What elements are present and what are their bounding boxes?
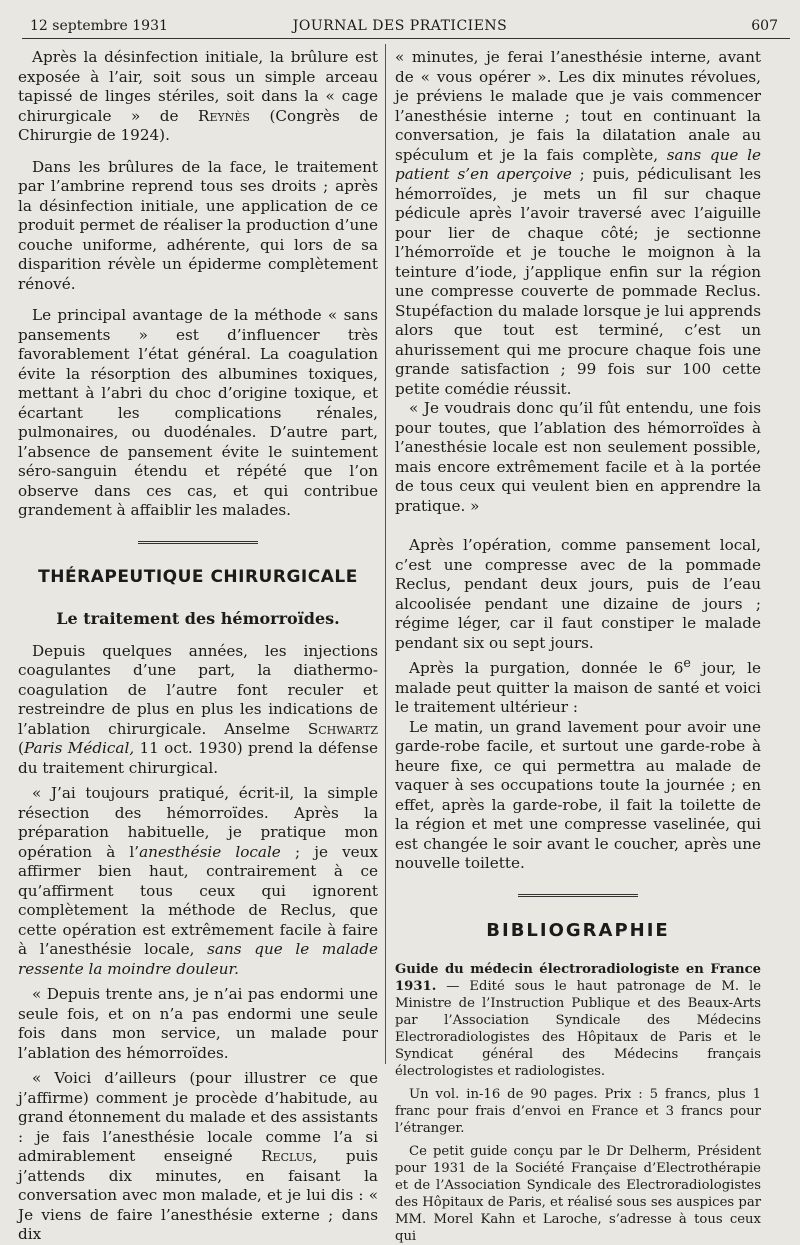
- right-column: [395, 48, 761, 1245]
- paragraph: Après la désinfection initiale, la brûlure est exposée à l’air, soit sous un simple arceau tapissé de linges stériles, soit dans la « cage chirurgicale » de Reynès (Congrès de Chirurgie de 1924).: [18, 48, 378, 144]
- section-title: THÉRAPEUTIQUE CHIRURGICALE: [38, 566, 358, 587]
- paragraph: « J’ai toujours pratiqué, écrit-il, la simple résection des hémorroïdes. Après la préparation habituelle, je pratique mon opération à l’anesthésie locale ; je veux affirmer bien haut, contrairement à ce qu’affirment tous ceux qui ignorent complètement la méthode de Reclus, que cette opération est extrêmement facile à faire à l’anesthésie locale, sans que le malade ressente la moindre douleur.: [18, 784, 379, 978]
- bibliography-title: BIBLIOGRAPHIE: [486, 919, 670, 941]
- article-title: Le traitement des hémorroïdes.: [56, 608, 340, 628]
- paragraph: « Voici d’ailleurs (pour illustrer ce que j’affirme) comment je procède d’habitude, au grand étonnement du malade et des assistants : je fais l’anesthésie locale comme l’a si admirablement enseigné Reclus, puis j’attends dix minutes, en faisant la conversation avec mon malade, et je lui dis : « Je viens de faire l’anesthésie externe ; dans dix: [18, 1069, 379, 1243]
- journal-title: JOURNAL DES PRATICIENS: [292, 18, 508, 34]
- paragraph: Le principal avantage de la méthode « sans pansements » est d’influencer très favorablement l’état général. La coagulation évite la résorption des albumines toxiques, mettant à l’abri du choc d’origine toxique, et écartant les complications rénales, pulmonaires, ou duodénales. D’autre part, l’absence de pansement évite le suintement séro-sanguin étendu et répété que l’on observe dans ces cas, et qui contribue grandement à affaiblir les malades.: [18, 306, 378, 519]
- bibliography-details: Un vol. in-16 de 90 pages. Prix : 5 francs, plus 1 franc pour frais d’envoi en France et 3 francs pour l’étranger.: [395, 1086, 761, 1136]
- bibliography-entry: Guide du médecin électroradiologiste en France 1931. — Edité sous le haut patronage de M. le Ministre de l’Instruction Publique et des Beaux-Arts par l’Association Syndicale des Médecins Electroradiologistes des Hôpitaux de Paris et le Syndicat général des Médecins français électrologistes et radiologistes.: [395, 961, 761, 1079]
- paragraph: « Depuis trente ans, je n’ai pas endormi une seule fois, et on n’a pas endormi une seule fois dans mon service, un malade pour l’ablation des hémorroïdes.: [18, 985, 378, 1062]
- column-divider: [385, 44, 386, 1064]
- bibliography: [395, 961, 761, 1245]
- page-header: [22, 16, 778, 40]
- header-rule: [22, 38, 790, 39]
- paragraph: « Je voudrais donc qu’il fût entendu, une fois pour toutes, que l’ablation des hémorroïdes à l’anesthésie locale est non seulement possible, mais encore extrêmement facile et à la portée de tous ceux qui veulent bien en apprendre la pratique. »: [395, 399, 761, 515]
- bibliography-description: Ce petit guide conçu par le Dr Delherm, Président pour 1931 de la Société Française d’Electrothérapie et de l’Association Syndicale des Electroradiologistes des Hôpitaux de Paris, et réalisé sous ses auspices par MM. Morel Kahn et Laroche, s’adresse à tous ceux qui: [395, 1143, 761, 1244]
- header-date: 12 septembre 1931: [30, 18, 168, 34]
- paragraph: « minutes, je ferai l’anesthésie interne, avant de « vous opérer ». Les dix minutes révolues, je préviens le malade que je vais commencer l’anesthésie interne ; tout en continuant la conversation, je fais la dilatation anale au spéculum et je la fais complète, sans que le patient s’en aperçoive ; puis, pédiculisant les hémorroïdes, je mets un fil sur chaque pédicule après l’avoir traversé avec l’aiguille pour lier de chaque côté; je sectionne l’hémorroïde et je touche le moignon à la teinture d’iode, j’applique enfin sur la région une compresse couverte de pommade Reclus. Stupéfaction du malade lorsque je lui apprends alors que tout est terminé, c’est un ahurissement qui me procure chaque fois une grande satisfaction ; 99 fois sur 100 cette petite comédie réussit.: [395, 48, 761, 398]
- paragraph: Dans les brûlures de la face, le traitement par l’ambrine reprend tous ses droits ; après la désinfection initiale, une application de ce produit permet de réaliser la production d’une couche uniforme, adhérente, qui lors de sa disparition révèle un épiderme complètement rénové.: [18, 157, 378, 293]
- page-number: 607: [751, 18, 778, 34]
- paragraph: Le matin, un grand lavement pour avoir une garde-robe facile, et surtout une garde-robe à heure fixe, ce qui permettra au malade de vaquer à ses occupations toute la journée ; en effet, après la garde-robe, il fait la toilette de la région et met une compresse vaselinée, qui est changée le soir avant le coucher, après une nouvelle toilette.: [395, 717, 761, 873]
- left-column: [18, 48, 378, 1245]
- paragraph: Après l’opération, comme pansement local, c’est une compresse avec de la pommade Reclus, pendant deux jours, puis de l’eau alcoolisée pendant une dizaine de jours ; régime léger, car il faut constiper le malade pendant six ou sept jours.: [395, 536, 761, 652]
- paragraph: Après la purgation, donnée le 6e jour, le malade peut quitter la maison de santé et voici le traitement ultérieur :: [395, 655, 761, 717]
- paragraph: Depuis quelques années, les injections coagulantes d’une part, la diathermo-coagulation de l’autre font reculer et restreindre de plus en plus les indications de l’ablation chirurgicale. Anselme Schwartz (Paris Médical, 11 oct. 1930) prend la défense du traitement chirurgical.: [18, 641, 378, 777]
